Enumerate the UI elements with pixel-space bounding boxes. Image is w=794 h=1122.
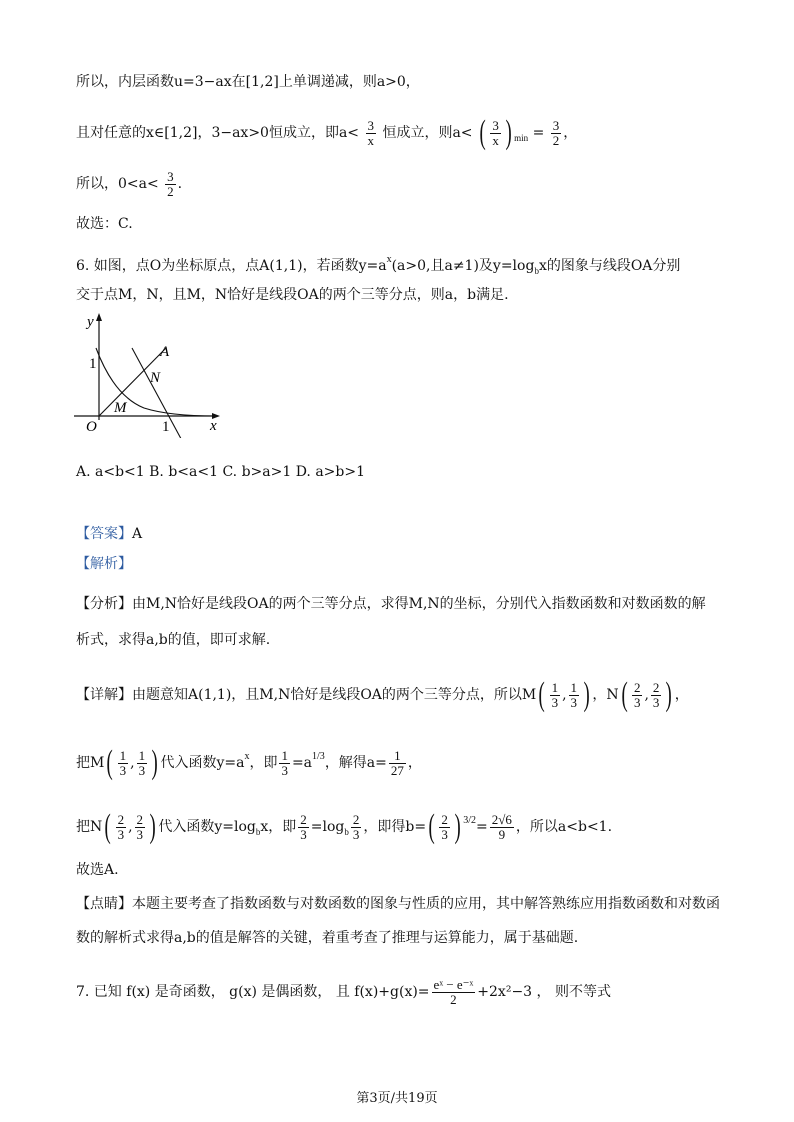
substitute-m-line: 把M( $\frac{1}{3}$ , $\frac{1}{3}$ ) 代入函数$y=a^x$，即 $\frac{1}{3}$ $=a^{1/3}$，解得a= $\frac{1}{27}$ ，	[76, 744, 422, 781]
fenxi-line-1: 【分析】由M,N恰好是线段OA的两个三等分点，求得M,N的坐标，分别代入指数函数和对数函数的解	[76, 596, 706, 612]
frac-3-over-2-b: $\frac{3}{2}$	[167, 169, 174, 199]
point-m-label: M	[114, 400, 127, 416]
fenxi-line-2: 析式，求得a,b的值，即可求解.	[76, 632, 271, 648]
page-footer: 第3页/共19页	[356, 1091, 438, 1106]
question-6-line-1: 6. 如图，点O为坐标原点，点A(1,1)，若函数$y=a^x(a>0$,且a≠1)及$y=\log_bx$的图象与线段OA分别	[76, 254, 681, 276]
frac-exp: $\frac{\text{eˣ − e⁻ˣ}}{2}$	[433, 977, 474, 1007]
y-one-label: 1	[89, 356, 97, 372]
analysis-tag: 【解析】	[76, 556, 132, 572]
xiangjie-line-1: 【详解】由题意知A(1,1)，且M,N恰好是线段OA的两个三等分点，所以M( $\frac{1}{3}$ , $\frac{1}{3}$ ) ，N( $\frac{2}{3}$ , $\frac{2}{3}$ ) ，	[76, 676, 689, 713]
x-one-label: 1	[162, 419, 170, 435]
dianjing-line-1: 【点睛】本题主要考查了指数函数与对数函数的图象与性质的应用，其中解答熟练应用指数函数和对数函	[76, 896, 720, 912]
min-label: min	[514, 133, 529, 143]
frac-3-over-x: $\frac{3}{x}$	[367, 117, 374, 148]
point-a-label: A	[160, 344, 170, 360]
text-line-1: 所以，内层函数u=3−ax在[1,2]上单调递减，则a>0，	[76, 74, 420, 90]
text-line-4: 故选：C.	[76, 216, 133, 232]
text-line-3: 所以，0<a< $\frac{3}{2}$ .	[76, 169, 183, 199]
line2-b: 恒成立，则a<	[382, 125, 473, 141]
text-line-2: 且对任意的x∈[1,2]，3−ax>0恒成立，即a< $\frac{3}{x}$ 恒成立，则a< ( $\frac{3}{x}$ ) $_{min}$ = $\frac{3}{2}$ ，	[76, 114, 578, 151]
origin-label: O	[86, 419, 97, 435]
question-7-line: 7. 已知 f(x) 是奇函数， g(x) 是偶函数， 且 f(x)+g(x)= $\frac{\text{eˣ − e⁻ˣ}}{2}$ +2x²−3 ， 则不等式	[76, 977, 611, 1007]
line2-c: =	[532, 125, 545, 141]
y-axis-label: y	[87, 314, 94, 330]
point-n-label: N	[150, 370, 161, 386]
substitute-n-line: 把N( $\frac{2}{3}$ , $\frac{2}{3}$ ) 代入函数$y=\log_bx$，即 $\frac{2}{3}$ $=\log_b$ $\frac{2}{3}$ ，即得b=( $\frac{2}{3}$ ) $^{3/2}$= $\frac{2√6}{9}$ ，所以a<b<1.	[76, 808, 613, 845]
graph-figure	[74, 308, 234, 442]
line2-a: 且对任意的x∈[1,2]，3−ax>0恒成立，即a<	[76, 125, 360, 141]
choose-a-line: 故选A.	[76, 862, 119, 878]
answer-line: 【答案】A	[76, 526, 143, 542]
question-6-options: A. a<b<1 B. b<a<1 C. b>a>1 D. a>b>1	[76, 464, 365, 480]
frac-3-over-2: $\frac{3}{2}$	[552, 117, 560, 148]
x-axis-label: x	[210, 418, 217, 434]
dianjing-line-2: 数的解析式求得a,b的值是解答的关键，着重考查了推理与运算能力，属于基础题.	[76, 930, 579, 946]
frac-3-over-x-min: $\frac{3}{x}$	[492, 117, 499, 148]
question-6-line-2: 交于点M，N，且M，N恰好是线段OA的两个三等分点，则a，b满足.	[76, 287, 509, 303]
